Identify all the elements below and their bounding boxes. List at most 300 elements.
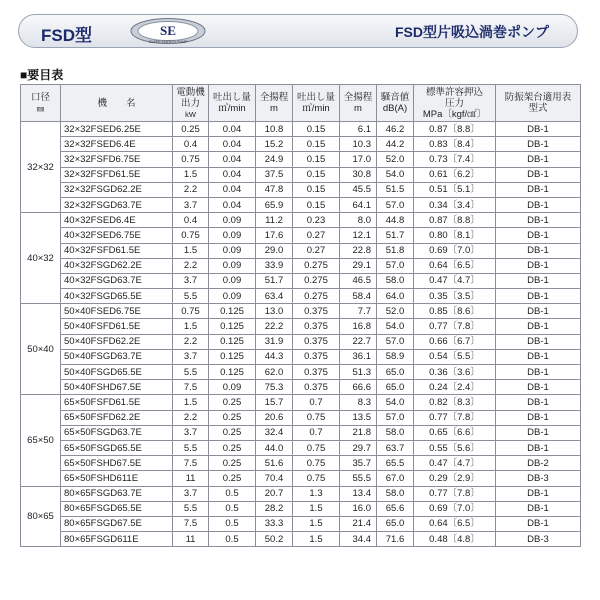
table-row	[21, 228, 581, 243]
model-cell: 40×32FSGD62.2E	[61, 258, 173, 273]
model-cell: 32×32FSED6.4E	[61, 137, 173, 152]
flow-1-cell: 0.125	[209, 365, 256, 380]
noise-cell: 54.0	[377, 319, 414, 334]
output-cell: 7.5	[173, 516, 209, 531]
model-cell: 40×32FSED6.75E	[61, 228, 173, 243]
output-cell: 1.5	[173, 319, 209, 334]
model-cell: 32×32FSGD62.2E	[61, 182, 173, 197]
head-1-cell: 33.9	[256, 258, 293, 273]
col-flow-1: 吐出し量 ㎥/min	[209, 85, 256, 122]
noise-cell: 65.0	[377, 516, 414, 531]
table-row	[21, 152, 581, 167]
table-row	[21, 532, 581, 547]
head-1-cell: 13.0	[256, 304, 293, 319]
output-cell: 3.7	[173, 425, 209, 440]
pressure-cell: 0.47〔4.7〕	[414, 273, 496, 288]
col-output: 電動機出力 kW	[173, 85, 209, 122]
pressure-cell: 0.77〔7.8〕	[414, 410, 496, 425]
head-1-cell: 51.7	[256, 273, 293, 288]
flow-1-cell: 0.04	[209, 137, 256, 152]
head-2-cell: 45.5	[340, 182, 377, 197]
head-2-cell: 30.8	[340, 167, 377, 182]
output-cell: 3.7	[173, 197, 209, 212]
pressure-cell: 0.24〔2.4〕	[414, 380, 496, 395]
mount-cell: DB-1	[496, 182, 581, 197]
table-row	[21, 122, 581, 137]
head-1-cell: 62.0	[256, 365, 293, 380]
flow-1-cell: 0.25	[209, 471, 256, 486]
model-cell: 40×32FSFD61.5E	[61, 243, 173, 258]
mount-cell: DB-3	[496, 471, 581, 486]
mount-cell: DB-1	[496, 197, 581, 212]
flow-1-cell: 0.09	[209, 258, 256, 273]
logo-subtext: SUPER ENERGY PUMP	[148, 40, 188, 44]
pressure-cell: 0.47〔4.7〕	[414, 456, 496, 471]
pressure-cell: 0.65〔6.6〕	[414, 425, 496, 440]
table-row	[21, 471, 581, 486]
head-1-cell: 15.7	[256, 395, 293, 410]
mount-cell: DB-1	[496, 501, 581, 516]
head-1-cell: 33.3	[256, 516, 293, 531]
head-2-cell: 10.3	[340, 137, 377, 152]
table-row	[21, 319, 581, 334]
flow-1-cell: 0.25	[209, 440, 256, 455]
table-row	[21, 365, 581, 380]
pressure-cell: 0.87〔8.8〕	[414, 122, 496, 137]
head-1-cell: 65.9	[256, 197, 293, 212]
head-2-cell: 58.4	[340, 289, 377, 304]
output-cell: 5.5	[173, 501, 209, 516]
head-1-cell: 28.2	[256, 501, 293, 516]
mount-cell: DB-1	[496, 152, 581, 167]
head-2-cell: 21.4	[340, 516, 377, 531]
noise-cell: 65.0	[377, 380, 414, 395]
flow-2-cell: 0.15	[293, 122, 340, 137]
mount-cell: DB-1	[496, 349, 581, 364]
table-row	[21, 243, 581, 258]
flow-1-cell: 0.25	[209, 425, 256, 440]
col-pressure: 標準許容押込圧力 MPa〔kgf/㎠〕	[414, 85, 496, 122]
head-2-cell: 36.1	[340, 349, 377, 364]
table-row	[21, 456, 581, 471]
table-row	[21, 334, 581, 349]
col-model: 機 名	[61, 85, 173, 122]
noise-cell: 58.0	[377, 425, 414, 440]
model-cell: 50×40FSFD62.2E	[61, 334, 173, 349]
mount-cell: DB-1	[496, 243, 581, 258]
bore-cell: 50×40	[21, 304, 61, 395]
flow-2-cell: 1.5	[293, 501, 340, 516]
flow-1-cell: 0.125	[209, 304, 256, 319]
head-2-cell: 29.1	[340, 258, 377, 273]
noise-cell: 54.0	[377, 167, 414, 182]
flow-2-cell: 0.375	[293, 319, 340, 334]
flow-2-cell: 0.15	[293, 152, 340, 167]
pressure-cell: 0.36〔3.6〕	[414, 365, 496, 380]
output-cell: 1.5	[173, 395, 209, 410]
table-row	[21, 197, 581, 212]
model-cell: 50×40FSED6.75E	[61, 304, 173, 319]
table-row	[21, 380, 581, 395]
output-cell: 0.75	[173, 152, 209, 167]
model-cell: 80×65FSGD65.5E	[61, 501, 173, 516]
head-2-cell: 35.7	[340, 456, 377, 471]
output-cell: 0.75	[173, 228, 209, 243]
flow-2-cell: 0.15	[293, 182, 340, 197]
flow-2-cell: 0.23	[293, 213, 340, 228]
flow-1-cell: 0.04	[209, 167, 256, 182]
table-row	[21, 213, 581, 228]
col-head-2: 全揚程 m	[340, 85, 377, 122]
model-cell: 40×32FSGD63.7E	[61, 273, 173, 288]
mount-cell: DB-1	[496, 289, 581, 304]
head-2-cell: 8.3	[340, 395, 377, 410]
head-1-cell: 29.0	[256, 243, 293, 258]
pressure-cell: 0.35〔3.5〕	[414, 289, 496, 304]
table-row	[21, 349, 581, 364]
head-1-cell: 22.2	[256, 319, 293, 334]
col-flow-2: 吐出し量 ㎥/min	[293, 85, 340, 122]
head-1-cell: 24.9	[256, 152, 293, 167]
pressure-cell: 0.80〔8.1〕	[414, 228, 496, 243]
pressure-cell: 0.34〔3.4〕	[414, 197, 496, 212]
flow-1-cell: 0.125	[209, 319, 256, 334]
noise-cell: 58.9	[377, 349, 414, 364]
table-row	[21, 410, 581, 425]
head-1-cell: 75.3	[256, 380, 293, 395]
head-2-cell: 12.1	[340, 228, 377, 243]
flow-2-cell: 0.275	[293, 289, 340, 304]
flow-1-cell: 0.04	[209, 152, 256, 167]
head-2-cell: 21.8	[340, 425, 377, 440]
noise-cell: 57.0	[377, 410, 414, 425]
output-cell: 0.4	[173, 137, 209, 152]
table-row	[21, 516, 581, 531]
mount-cell: DB-1	[496, 228, 581, 243]
noise-cell: 57.0	[377, 197, 414, 212]
flow-2-cell: 0.375	[293, 304, 340, 319]
mount-cell: DB-1	[496, 167, 581, 182]
flow-2-cell: 0.7	[293, 425, 340, 440]
model-cell: 32×32FSED6.25E	[61, 122, 173, 137]
flow-1-cell: 0.09	[209, 228, 256, 243]
table-row	[21, 137, 581, 152]
mount-cell: DB-1	[496, 516, 581, 531]
output-cell: 2.2	[173, 182, 209, 197]
flow-1-cell: 0.04	[209, 122, 256, 137]
col-noise: 騒音値 dB(A)	[377, 85, 414, 122]
output-cell: 5.5	[173, 365, 209, 380]
pressure-cell: 0.87〔8.8〕	[414, 213, 496, 228]
head-1-cell: 37.5	[256, 167, 293, 182]
model-cell: 80×65FSGD63.7E	[61, 486, 173, 501]
mount-cell: DB-1	[496, 440, 581, 455]
model-cell: 32×32FSFD6.75E	[61, 152, 173, 167]
pressure-cell: 0.85〔8.6〕	[414, 304, 496, 319]
head-2-cell: 13.4	[340, 486, 377, 501]
pressure-cell: 0.77〔7.8〕	[414, 486, 496, 501]
noise-cell: 54.0	[377, 395, 414, 410]
mount-cell: DB-1	[496, 334, 581, 349]
mount-cell: DB-1	[496, 410, 581, 425]
flow-2-cell: 0.7	[293, 395, 340, 410]
output-cell: 5.5	[173, 289, 209, 304]
head-2-cell: 16.8	[340, 319, 377, 334]
noise-cell: 63.7	[377, 440, 414, 455]
noise-cell: 67.0	[377, 471, 414, 486]
model-cell: 80×65FSGD67.5E	[61, 516, 173, 531]
head-1-cell: 51.6	[256, 456, 293, 471]
section-heading: ■要目表	[20, 68, 64, 82]
noise-cell: 58.0	[377, 486, 414, 501]
head-1-cell: 47.8	[256, 182, 293, 197]
pressure-cell: 0.69〔7.0〕	[414, 501, 496, 516]
head-1-cell: 17.6	[256, 228, 293, 243]
mount-cell: DB-3	[496, 532, 581, 547]
noise-cell: 46.2	[377, 122, 414, 137]
head-1-cell: 20.6	[256, 410, 293, 425]
flow-2-cell: 0.15	[293, 197, 340, 212]
pressure-cell: 0.29〔2.9〕	[414, 471, 496, 486]
document-title: FSD型片吸込渦巻ポンプ	[395, 24, 549, 40]
mount-cell: DB-1	[496, 213, 581, 228]
output-cell: 7.5	[173, 380, 209, 395]
model-cell: 50×40FSGD65.5E	[61, 365, 173, 380]
mount-cell: DB-1	[496, 486, 581, 501]
head-2-cell: 55.5	[340, 471, 377, 486]
pressure-cell: 0.77〔7.8〕	[414, 319, 496, 334]
noise-cell: 52.0	[377, 152, 414, 167]
noise-cell: 51.8	[377, 243, 414, 258]
noise-cell: 44.2	[377, 137, 414, 152]
output-cell: 3.7	[173, 486, 209, 501]
bore-cell: 80×65	[21, 486, 61, 547]
noise-cell: 71.6	[377, 532, 414, 547]
table-row	[21, 167, 581, 182]
mount-cell: DB-1	[496, 319, 581, 334]
head-2-cell: 29.7	[340, 440, 377, 455]
flow-1-cell: 0.125	[209, 349, 256, 364]
flow-1-cell: 0.04	[209, 197, 256, 212]
head-1-cell: 44.0	[256, 440, 293, 455]
pressure-cell: 0.82〔8.3〕	[414, 395, 496, 410]
series-name: FSD型	[41, 26, 92, 45]
bore-cell: 32×32	[21, 122, 61, 213]
flow-2-cell: 0.15	[293, 137, 340, 152]
pressure-cell: 0.66〔6.7〕	[414, 334, 496, 349]
mount-cell: DB-1	[496, 395, 581, 410]
head-1-cell: 20.7	[256, 486, 293, 501]
table-row	[21, 395, 581, 410]
noise-cell: 58.0	[377, 273, 414, 288]
model-cell: 50×40FSGD63.7E	[61, 349, 173, 364]
table-row	[21, 304, 581, 319]
bore-cell: 65×50	[21, 395, 61, 486]
noise-cell: 57.0	[377, 334, 414, 349]
output-cell: 1.5	[173, 243, 209, 258]
output-cell: 3.7	[173, 349, 209, 364]
head-2-cell: 34.4	[340, 532, 377, 547]
noise-cell: 51.7	[377, 228, 414, 243]
pressure-cell: 0.55〔5.6〕	[414, 440, 496, 455]
bore-cell: 40×32	[21, 213, 61, 304]
output-cell: 1.5	[173, 167, 209, 182]
model-cell: 40×32FSED6.4E	[61, 213, 173, 228]
head-2-cell: 8.0	[340, 213, 377, 228]
flow-2-cell: 1.5	[293, 532, 340, 547]
table-row	[21, 501, 581, 516]
output-cell: 2.2	[173, 334, 209, 349]
head-1-cell: 31.9	[256, 334, 293, 349]
flow-1-cell: 0.09	[209, 243, 256, 258]
mount-cell: DB-1	[496, 365, 581, 380]
flow-2-cell: 0.375	[293, 380, 340, 395]
pressure-cell: 0.48〔4.8〕	[414, 532, 496, 547]
model-cell: 50×40FSHD67.5E	[61, 380, 173, 395]
noise-cell: 65.5	[377, 456, 414, 471]
flow-1-cell: 0.5	[209, 516, 256, 531]
mount-cell: DB-1	[496, 258, 581, 273]
table-row	[21, 289, 581, 304]
output-cell: 2.2	[173, 258, 209, 273]
model-cell: 80×65FSGD611E	[61, 532, 173, 547]
head-1-cell: 44.3	[256, 349, 293, 364]
model-cell: 65×50FSGD65.5E	[61, 440, 173, 455]
logo-text: SE	[160, 23, 176, 38]
flow-2-cell: 0.275	[293, 258, 340, 273]
output-cell: 0.4	[173, 213, 209, 228]
model-cell: 65×50FSHD67.5E	[61, 456, 173, 471]
head-2-cell: 16.0	[340, 501, 377, 516]
head-2-cell: 22.8	[340, 243, 377, 258]
table-row	[21, 273, 581, 288]
head-2-cell: 13.5	[340, 410, 377, 425]
output-cell: 2.2	[173, 410, 209, 425]
model-cell: 50×40FSFD61.5E	[61, 319, 173, 334]
head-2-cell: 22.7	[340, 334, 377, 349]
flow-2-cell: 0.15	[293, 167, 340, 182]
pressure-cell: 0.64〔6.5〕	[414, 516, 496, 531]
table-row	[21, 425, 581, 440]
flow-2-cell: 0.75	[293, 440, 340, 455]
head-1-cell: 50.2	[256, 532, 293, 547]
flow-2-cell: 0.27	[293, 243, 340, 258]
output-cell: 7.5	[173, 456, 209, 471]
flow-1-cell: 0.5	[209, 486, 256, 501]
mount-cell: DB-1	[496, 380, 581, 395]
mount-cell: DB-1	[496, 137, 581, 152]
pressure-cell: 0.73〔7.4〕	[414, 152, 496, 167]
flow-1-cell: 0.125	[209, 334, 256, 349]
mount-cell: DB-1	[496, 304, 581, 319]
model-cell: 32×32FSGD63.7E	[61, 197, 173, 212]
noise-cell: 65.6	[377, 501, 414, 516]
head-2-cell: 7.7	[340, 304, 377, 319]
head-1-cell: 15.2	[256, 137, 293, 152]
output-cell: 0.25	[173, 122, 209, 137]
model-cell: 40×32FSGD65.5E	[61, 289, 173, 304]
flow-1-cell: 0.09	[209, 289, 256, 304]
col-head-1: 全揚程 m	[256, 85, 293, 122]
head-1-cell: 32.4	[256, 425, 293, 440]
model-cell: 65×50FSFD61.5E	[61, 395, 173, 410]
flow-1-cell: 0.25	[209, 395, 256, 410]
head-1-cell: 11.2	[256, 213, 293, 228]
mount-cell: DB-2	[496, 456, 581, 471]
mount-cell: DB-1	[496, 273, 581, 288]
flow-1-cell: 0.09	[209, 213, 256, 228]
model-cell: 65×50FSGD63.7E	[61, 425, 173, 440]
flow-2-cell: 0.375	[293, 365, 340, 380]
noise-cell: 51.5	[377, 182, 414, 197]
head-1-cell: 63.4	[256, 289, 293, 304]
mount-cell: DB-1	[496, 425, 581, 440]
table-row	[21, 182, 581, 197]
flow-2-cell: 0.275	[293, 273, 340, 288]
model-cell: 65×50FSFD62.2E	[61, 410, 173, 425]
table-row	[21, 440, 581, 455]
output-cell: 11	[173, 471, 209, 486]
flow-2-cell: 0.27	[293, 228, 340, 243]
output-cell: 11	[173, 532, 209, 547]
super-energy-logo	[129, 17, 207, 45]
spec-table	[20, 84, 581, 547]
col-bore: 口径 ㎜	[21, 85, 61, 122]
flow-2-cell: 1.5	[293, 516, 340, 531]
table-row	[21, 258, 581, 273]
output-cell: 5.5	[173, 440, 209, 455]
head-2-cell: 51.3	[340, 365, 377, 380]
col-mount: 防振架台適用表 型式	[496, 85, 581, 122]
pressure-cell: 0.83〔8.4〕	[414, 137, 496, 152]
flow-2-cell: 0.75	[293, 410, 340, 425]
flow-1-cell: 0.09	[209, 273, 256, 288]
head-2-cell: 6.1	[340, 122, 377, 137]
head-1-cell: 70.4	[256, 471, 293, 486]
model-cell: 32×32FSFD61.5E	[61, 167, 173, 182]
flow-2-cell: 0.75	[293, 471, 340, 486]
mount-cell: DB-1	[496, 122, 581, 137]
model-cell: 65×50FSHD611E	[61, 471, 173, 486]
output-cell: 3.7	[173, 273, 209, 288]
noise-cell: 65.0	[377, 365, 414, 380]
flow-1-cell: 0.5	[209, 532, 256, 547]
flow-2-cell: 0.375	[293, 334, 340, 349]
flow-2-cell: 0.75	[293, 456, 340, 471]
noise-cell: 64.0	[377, 289, 414, 304]
output-cell: 0.75	[173, 304, 209, 319]
table-row	[21, 486, 581, 501]
flow-1-cell: 0.25	[209, 410, 256, 425]
flow-2-cell: 1.3	[293, 486, 340, 501]
noise-cell: 57.0	[377, 258, 414, 273]
pressure-cell: 0.51〔5.1〕	[414, 182, 496, 197]
head-1-cell: 10.8	[256, 122, 293, 137]
flow-1-cell: 0.04	[209, 182, 256, 197]
flow-1-cell: 0.09	[209, 380, 256, 395]
head-2-cell: 46.5	[340, 273, 377, 288]
flow-1-cell: 0.5	[209, 501, 256, 516]
header-bar	[18, 14, 578, 48]
head-2-cell: 64.1	[340, 197, 377, 212]
head-2-cell: 66.6	[340, 380, 377, 395]
pressure-cell: 0.54〔5.5〕	[414, 349, 496, 364]
pressure-cell: 0.61〔6.2〕	[414, 167, 496, 182]
flow-1-cell: 0.25	[209, 456, 256, 471]
table-body	[21, 122, 581, 547]
head-2-cell: 17.0	[340, 152, 377, 167]
noise-cell: 44.8	[377, 213, 414, 228]
